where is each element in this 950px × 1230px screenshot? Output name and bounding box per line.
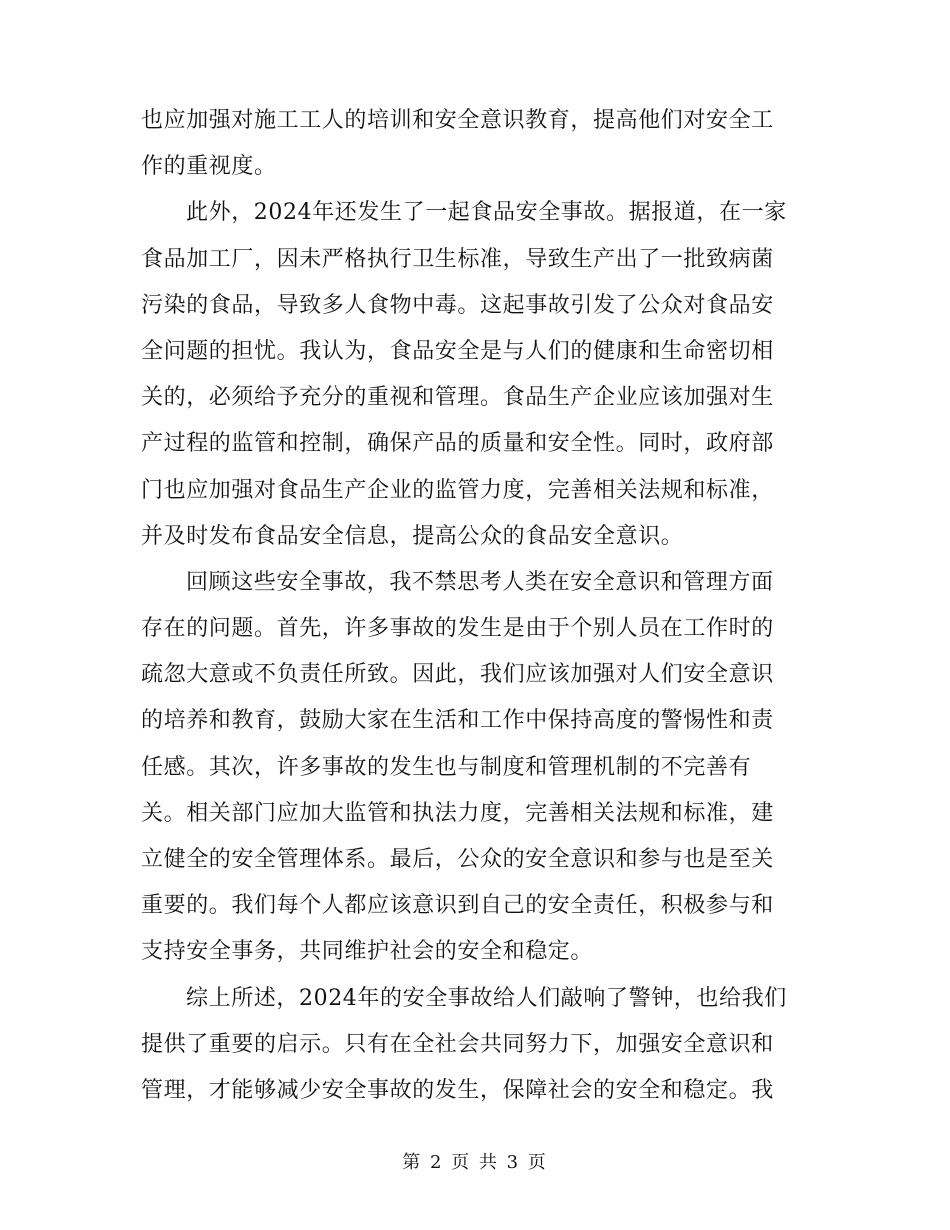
text-line: 关。相关部门应加大监管和执法力度，完善相关法规和标准，建 xyxy=(141,800,774,826)
text-line: 门也应加强对食品生产企业的监管力度，完善相关法规和标准， xyxy=(141,477,774,503)
text-line: 作的重视度。 xyxy=(141,154,277,180)
text-line: 关的，必须给予充分的重视和管理。食品生产企业应该加强对生 xyxy=(141,385,774,411)
text-line: 支持安全事务，共同维护社会的安全和稳定。 xyxy=(141,939,594,965)
text-line: 疏忽大意或不负责任所致。因此，我们应该加强对人们安全意识 xyxy=(141,662,774,688)
text-line: 也应加强对施工工人的培训和安全意识教育，提高他们对安全工 xyxy=(141,108,774,133)
text-line: 管理，才能够减少安全事故的发生，保障社会的安全和稳定。我 xyxy=(141,1077,774,1103)
text-line: 食品加工厂，因未严格执行卫生标准，导致生产出了一批致病菌 xyxy=(141,246,774,272)
text-line: 产过程的监管和控制，确保产品的质量和安全性。同时，政府部 xyxy=(141,431,774,457)
text-line: 立健全的安全管理体系。最后，公众的安全意识和参与也是至关 xyxy=(141,847,774,872)
page-number-footer: 第 2 页 共 3 页 xyxy=(402,1152,548,1173)
text-line: 并及时发布食品安全信息，提高公众的食品安全意识。 xyxy=(141,523,684,549)
text-line: 重要的。我们每个人都应该意识到自己的安全责任，积极参与和 xyxy=(141,893,774,919)
text-line: 任感。其次，许多事故的发生也与制度和管理机制的不完善有 xyxy=(141,754,752,780)
paragraph-start-line: 回顾这些安全事故，我不禁思考人类在安全意识和管理方面 xyxy=(186,569,774,595)
paragraph-start-line: 此外，2024年还发生了一起食品安全事故。据报道，在一家 xyxy=(186,200,787,226)
text-line: 污染的食品，导致多人食物中毒。这起事故引发了公众对食品安 xyxy=(141,292,774,318)
body-text xyxy=(141,98,813,1114)
paragraph-start-line: 综上所述，2024年的安全事故给人们敲响了警钟，也给我们 xyxy=(186,985,787,1011)
text-line: 提供了重要的启示。只有在全社会共同努力下，加强安全意识和 xyxy=(141,1031,774,1057)
text-line: 全问题的担忧。我认为，食品安全是与人们的健康和生命密切相 xyxy=(141,338,774,364)
text-line: 存在的问题。首先，许多事故的发生是由于个别人员在工作时的 xyxy=(141,616,774,642)
text-line: 的培养和教育，鼓励大家在生活和工作中保持高度的警惕性和责 xyxy=(141,708,774,734)
